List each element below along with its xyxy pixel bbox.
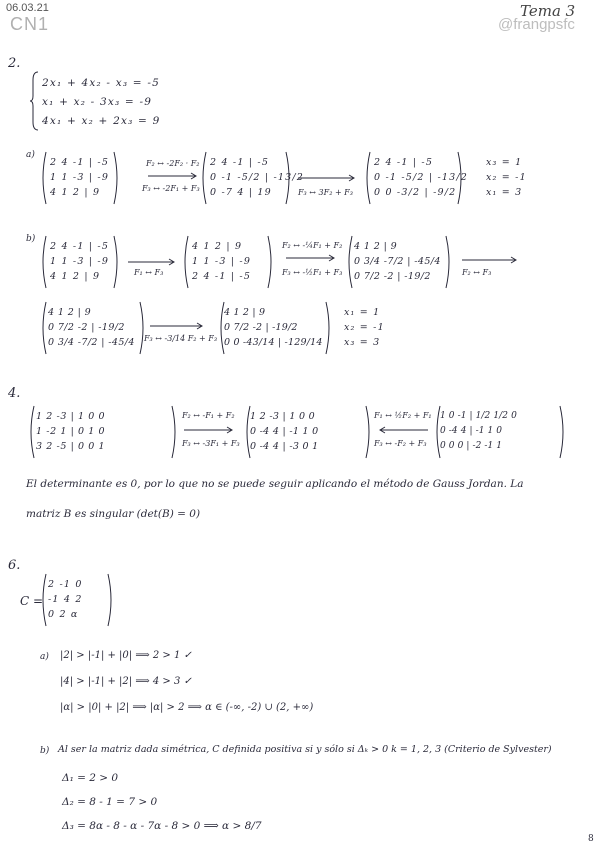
arrow-icon [128,258,178,266]
solution-line: x₃ = 3 [344,337,381,348]
matrix-row: 1 2 -3 | 1 0 0 [36,411,106,422]
row-operation: F₁ ↔ ½F₂ + F₁ [374,411,432,420]
matrix-row: 0 7/2 -2 | -19/2 [224,322,298,333]
matrix-row: 3 2 -5 | 0 0 1 [36,441,106,452]
sylvester-statement: Al ser la matriz dada simétrica, C definida positiva si y sólo si Δₖ > 0 k = 1, 2, 3 (Criterio de Sylvester) [58,744,552,755]
ex4-matrix-2 [250,409,319,454]
arrow-icon [298,174,358,182]
ex4-conclusion-line-2: matriz B es singular (det(B) = 0) [26,508,201,520]
matrix-row: 0 -1 -5/2 | -13/2 [210,172,305,183]
diagonal-dominance-row-1: |2| > |-1| + |0| ⟹ 2 > 1 ✓ [60,650,192,661]
watermark: @frangpsfc [498,16,575,33]
row-operation: F₃ ↔ -F₂ + F₃ [374,439,427,448]
ex4-matrix-3 [440,409,517,454]
ex2b-matrix-1 [50,239,109,284]
solution-line: x₂ = -1 [344,322,385,333]
row-operation: F₂ ↔ F₃ [462,268,492,277]
part-b-label: b) [40,746,50,756]
matrix-row: 4 1 2 | 9 [224,307,266,318]
ex2a-matrix-1 [50,155,109,200]
row-operation: F₃ ↔ -3F₁ + F₃ [182,439,240,448]
arrow-icon [150,322,206,330]
system-eq-2: x₁ + x₂ - 3x₃ = -9 [42,96,153,108]
ex2b-solution [344,305,385,350]
matrix-row: 0 0 -3/2 | -9/2 [374,187,457,198]
ex2b-matrix-3 [354,239,441,284]
arrow-icon [148,172,200,180]
row-operation: F₃ ↔ -½F₁ + F₃ [282,268,343,277]
matrix-row: 4 1 2 | 9 [50,187,101,198]
matrix-row: -1 4 2 [48,594,83,605]
matrix-row: 1 -2 1 | 0 1 0 [36,426,106,437]
solution-line: x₁ = 3 [486,187,523,198]
system-brace [30,70,40,132]
row-operation: F₃ ↔ -2F₁ + F₃ [142,184,200,193]
part-a-label: a) [40,652,49,662]
row-operation: F₃ ↔ -3/14 F₂ + F₃ [144,334,218,343]
ex2a-solution [486,155,527,200]
matrix-row: 2 4 -1 | -5 [210,157,270,168]
minor-delta-3: Δ₃ = 8α - 8 - α - 7α - 8 > 0 ⟹ α > 8/7 [62,820,262,832]
matrix-row: 2 4 -1 | -5 [50,241,110,252]
exercise-2-number: 2. [8,56,21,71]
ex2b-matrix-4 [48,305,135,350]
solution-line: x₁ = 1 [344,307,381,318]
matrix-row: 0 3/4 -7/2 | -45/4 [354,256,441,267]
solution-line: x₃ = 1 [486,157,523,168]
row-operation: F₂ ↔ -2F₂ · F₂ [146,159,200,168]
ex4-matrix-1 [36,409,105,454]
matrix-row: 1 1 -3 | -9 [192,256,252,267]
ex2b-matrix-5 [224,305,323,350]
linear-system [42,74,160,131]
matrix-row: 4 1 2 | 9 [192,241,243,252]
exercise-6-number: 6. [8,558,21,573]
matrix-row: 1 1 -3 | -9 [50,172,110,183]
row-operation: F₂ ↔ -¼F₁ + F₂ [282,241,343,250]
matrix-row: 0 -4 4 | -1 1 0 [250,426,319,437]
matrix-row: 1 1 -3 | -9 [50,256,110,267]
matrix-row: 0 0 0 | -2 -1 1 [440,441,503,451]
ex2a-matrix-2 [210,155,304,200]
arrow-icon [376,426,428,434]
matrix-row: 4 1 2 | 9 [354,241,398,252]
matrix-row: 0 7/2 -2 | -19/2 [48,322,125,333]
part-a-label: a) [26,150,35,160]
ex2b-matrix-2 [192,239,251,284]
matrix-row: 0 2 α [48,609,79,620]
matrix-row: 0 0 -43/14 | -129/14 [224,337,323,348]
matrix-row: 4 1 2 | 9 [48,307,92,318]
arrow-icon [184,426,236,434]
matrix-row: 0 -4 4 | -3 0 1 [250,441,319,452]
matrix-row: 2 -1 0 [48,579,83,590]
matrix-row: 1 2 -3 | 1 0 0 [250,411,315,422]
part-b-label: b) [26,234,36,244]
matrix-row: 2 4 -1 | -5 [50,157,110,168]
row-operation: F₃ ↔ 3F₂ + F₃ [298,188,353,197]
header-title: Tema 3 [520,2,576,20]
matrix-row: 2 4 -1 | -5 [192,271,252,282]
minor-delta-1: Δ₁ = 2 > 0 [62,772,119,784]
matrix-row: 4 1 2 | 9 [50,271,101,282]
header-logo: CN1 [10,14,50,34]
row-operation: F₂ ↔ -F₁ + F₂ [182,411,235,420]
matrix-row: 0 -1 -5/2 | -13/2 [374,172,469,183]
arrow-icon [286,254,338,262]
system-eq-3: 4x₁ + x₂ + 2x₃ = 9 [42,115,161,127]
ex6-matrix [48,577,83,622]
matrix-row: 0 -7 4 | 19 [210,187,272,198]
page-number: 8 [588,834,594,844]
diagonal-dominance-row-3: |α| > |0| + |2| ⟹ |α| > 2 ⟹ α ∈ (-∞, -2) ∪ (2, +∞) [60,702,314,713]
ex4-conclusion-line-1: El determinante es 0, por lo que no se puede seguir aplicando el método de Gauss Jordan. La [26,478,524,490]
system-eq-1: 2x₁ + 4x₂ - x₃ = -5 [42,77,160,89]
matrix-row: 0 7/2 -2 | -19/2 [354,271,431,282]
matrix-name: C = [20,594,44,608]
matrix-row: 2 4 -1 | -5 [374,157,434,168]
ex2a-matrix-3 [374,155,468,200]
matrix-row: 0 3/4 -7/2 | -45/4 [48,337,135,348]
exercise-4-number: 4. [8,386,21,401]
arrow-icon [462,256,520,264]
header-date: 06.03.21 [6,2,49,14]
row-operation: F₁ ↔ F₃ [134,268,164,277]
solution-line: x₂ = -1 [486,172,527,183]
matrix-row: 0 -4 4 | -1 1 0 [440,426,503,436]
minor-delta-2: Δ₂ = 8 - 1 = 7 > 0 [62,796,158,808]
matrix-row: 1 0 -1 | 1/2 1/2 0 [440,411,517,421]
diagonal-dominance-row-2: |4| > |-1| + |2| ⟹ 4 > 3 ✓ [60,676,192,687]
